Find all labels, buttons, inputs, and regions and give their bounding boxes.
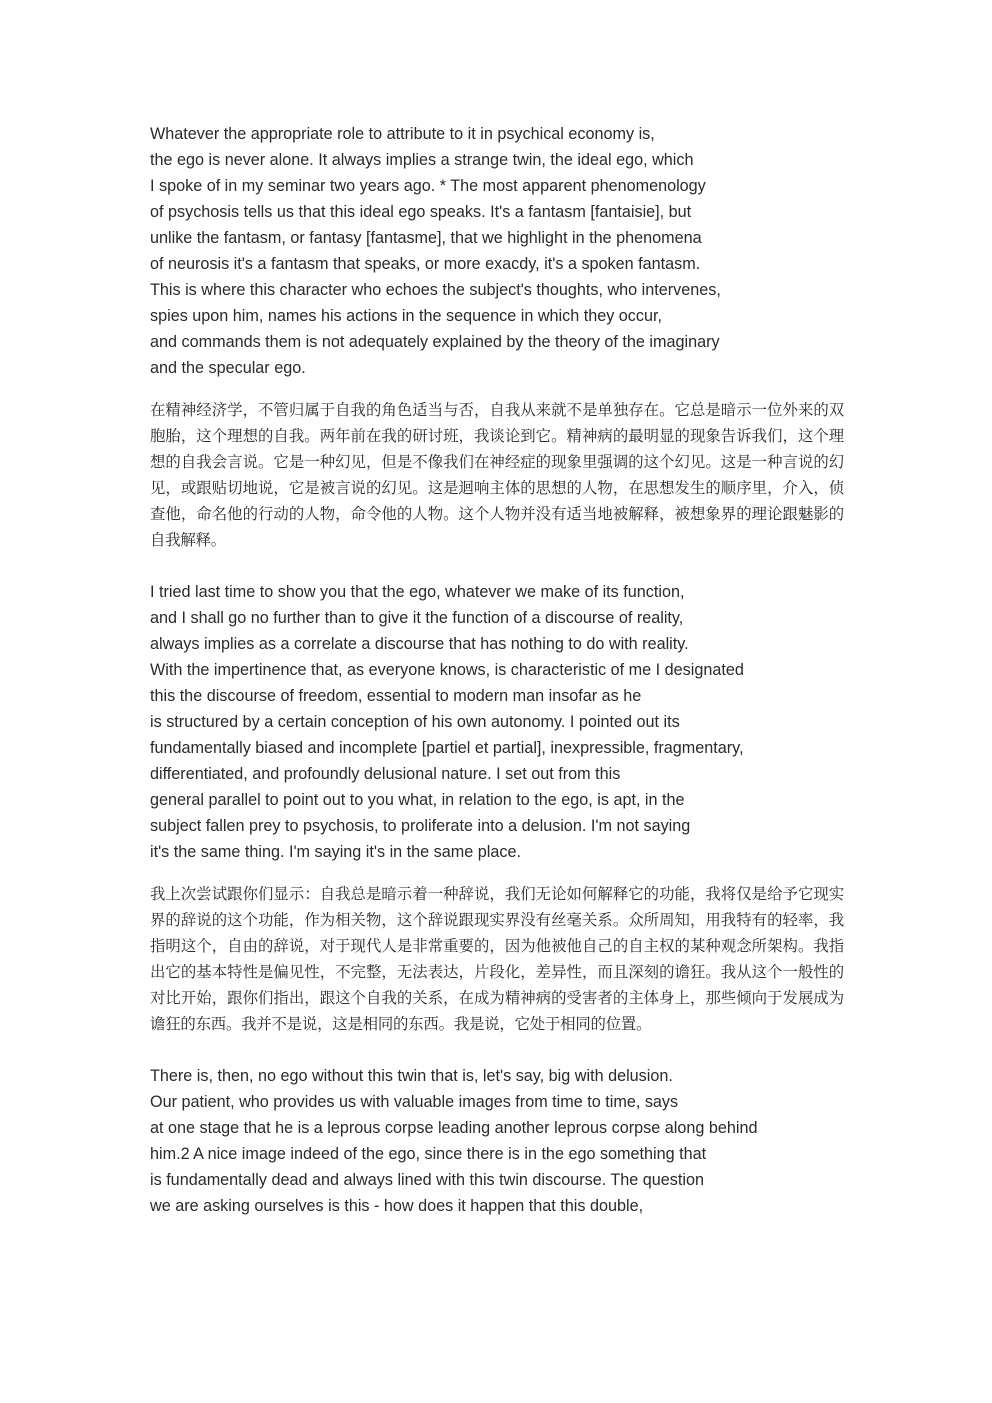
text-line: is fundamentally dead and always lined with this twin discourse. The question <box>150 1171 704 1189</box>
text-line: of psychosis tells us that this ideal ego speaks. It's a fantasm [fantaisie], but <box>150 203 692 221</box>
paragraph-chinese-1: 在精神经济学，不管归属于自我的角色适当与否，自我从来就不是单独存在。它总是暗示一位外来的双胞胎，这个理想的自我。两年前在我的研讨班，我谈论到它。精神病的最明显的现象告诉我们，这个理想的自我会言说。它是一种幻见，但是不像我们在神经症的现象里强调的这个幻见。这是一种言说的幻见，或跟贴切地说，它是被言说的幻见。这是迴响主体的思想的人物，在思想发生的顺序里，介入，侦查他，命名他的行动的人物，命令他的人物。这个人物并没有适当地被解释，被想象界的理论跟魅影的自我解释。 <box>150 401 844 549</box>
text-line: Whatever the appropriate role to attribute to it in psychical economy is, <box>150 125 655 143</box>
text-line: we are asking ourselves is this - how does it happen that this double, <box>150 1197 644 1215</box>
text-line: and the specular ego. <box>150 359 306 377</box>
text-line: differentiated, and profoundly delusional nature. I set out from this <box>150 765 621 783</box>
document-page <box>150 121 850 1219</box>
text-line: I tried last time to show you that the ego, whatever we make of its function, <box>150 583 685 601</box>
text-line: subject fallen prey to psychosis, to proliferate into a delusion. I'm not saying <box>150 817 691 835</box>
text-line: the ego is never alone. It always implies a strange twin, the ideal ego, which <box>150 151 694 169</box>
paragraph-chinese-2: 我上次尝试跟你们显示：自我总是暗示着一种辞说，我们无论如何解释它的功能，我将仅是给予它现实界的辞说的这个功能，作为相关物，这个辞说跟现实界没有丝毫关系。众所周知，用我特有的轻率，我指明这个，自由的辞说，对于现代人是非常重要的，因为他被他自己的自主权的某种观念所架构。我指出它的基本特性是偏见性，不完整，无法表达，片段化，差异性，而且深刻的谵狂。我从这个一般性的对比开始，跟你们指出，跟这个自我的关系，在成为精神病的受害者的主体身上，那些倾向于发展成为谵狂的东西。我并不是说，这是相同的东西。我是说，它处于相同的位置。 <box>150 885 844 1033</box>
text-line: always implies as a correlate a discourse that has nothing to do with reality. <box>150 635 689 653</box>
text-line: There is, then, no ego without this twin that is, let's say, big with delusion. <box>150 1067 673 1085</box>
text-line: unlike the fantasm, or fantasy [fantasme], that we highlight in the phenomena <box>150 229 702 247</box>
text-line: this the discourse of freedom, essential to modern man insofar as he <box>150 687 642 705</box>
text-line: him.2 A nice image indeed of the ego, since there is in the ego something that <box>150 1145 707 1163</box>
paragraph-english-2 <box>150 579 850 865</box>
text-line: Our patient, who provides us with valuable images from time to time, says <box>150 1093 679 1111</box>
paragraph-english-3 <box>150 1063 850 1219</box>
text-line: spies upon him, names his actions in the sequence in which they occur, <box>150 307 662 325</box>
text-line: of neurosis it's a fantasm that speaks, or more exacdy, it's a spoken fantasm. <box>150 255 701 273</box>
text-line: is structured by a certain conception of his own autonomy. I pointed out its <box>150 713 680 731</box>
text-line: This is where this character who echoes the subject's thoughts, who intervenes, <box>150 281 721 299</box>
text-line: at one stage that he is a leprous corpse leading another leprous corpse along behind <box>150 1119 758 1137</box>
text-line: and commands them is not adequately explained by the theory of the imaginary <box>150 333 720 351</box>
text-line: I spoke of in my seminar two years ago. * The most apparent phenomenology <box>150 177 706 195</box>
text-line: general parallel to point out to you what, in relation to the ego, is apt, in the <box>150 791 685 809</box>
text-line: it's the same thing. I'm saying it's in the same place. <box>150 843 521 861</box>
text-line: With the impertinence that, as everyone knows, is characteristic of me I designated <box>150 661 744 679</box>
text-line: and I shall go no further than to give it the function of a discourse of reality, <box>150 609 684 627</box>
paragraph-english-1 <box>150 121 850 381</box>
text-line: fundamentally biased and incomplete [partiel et partial], inexpressible, fragmentary, <box>150 739 744 757</box>
